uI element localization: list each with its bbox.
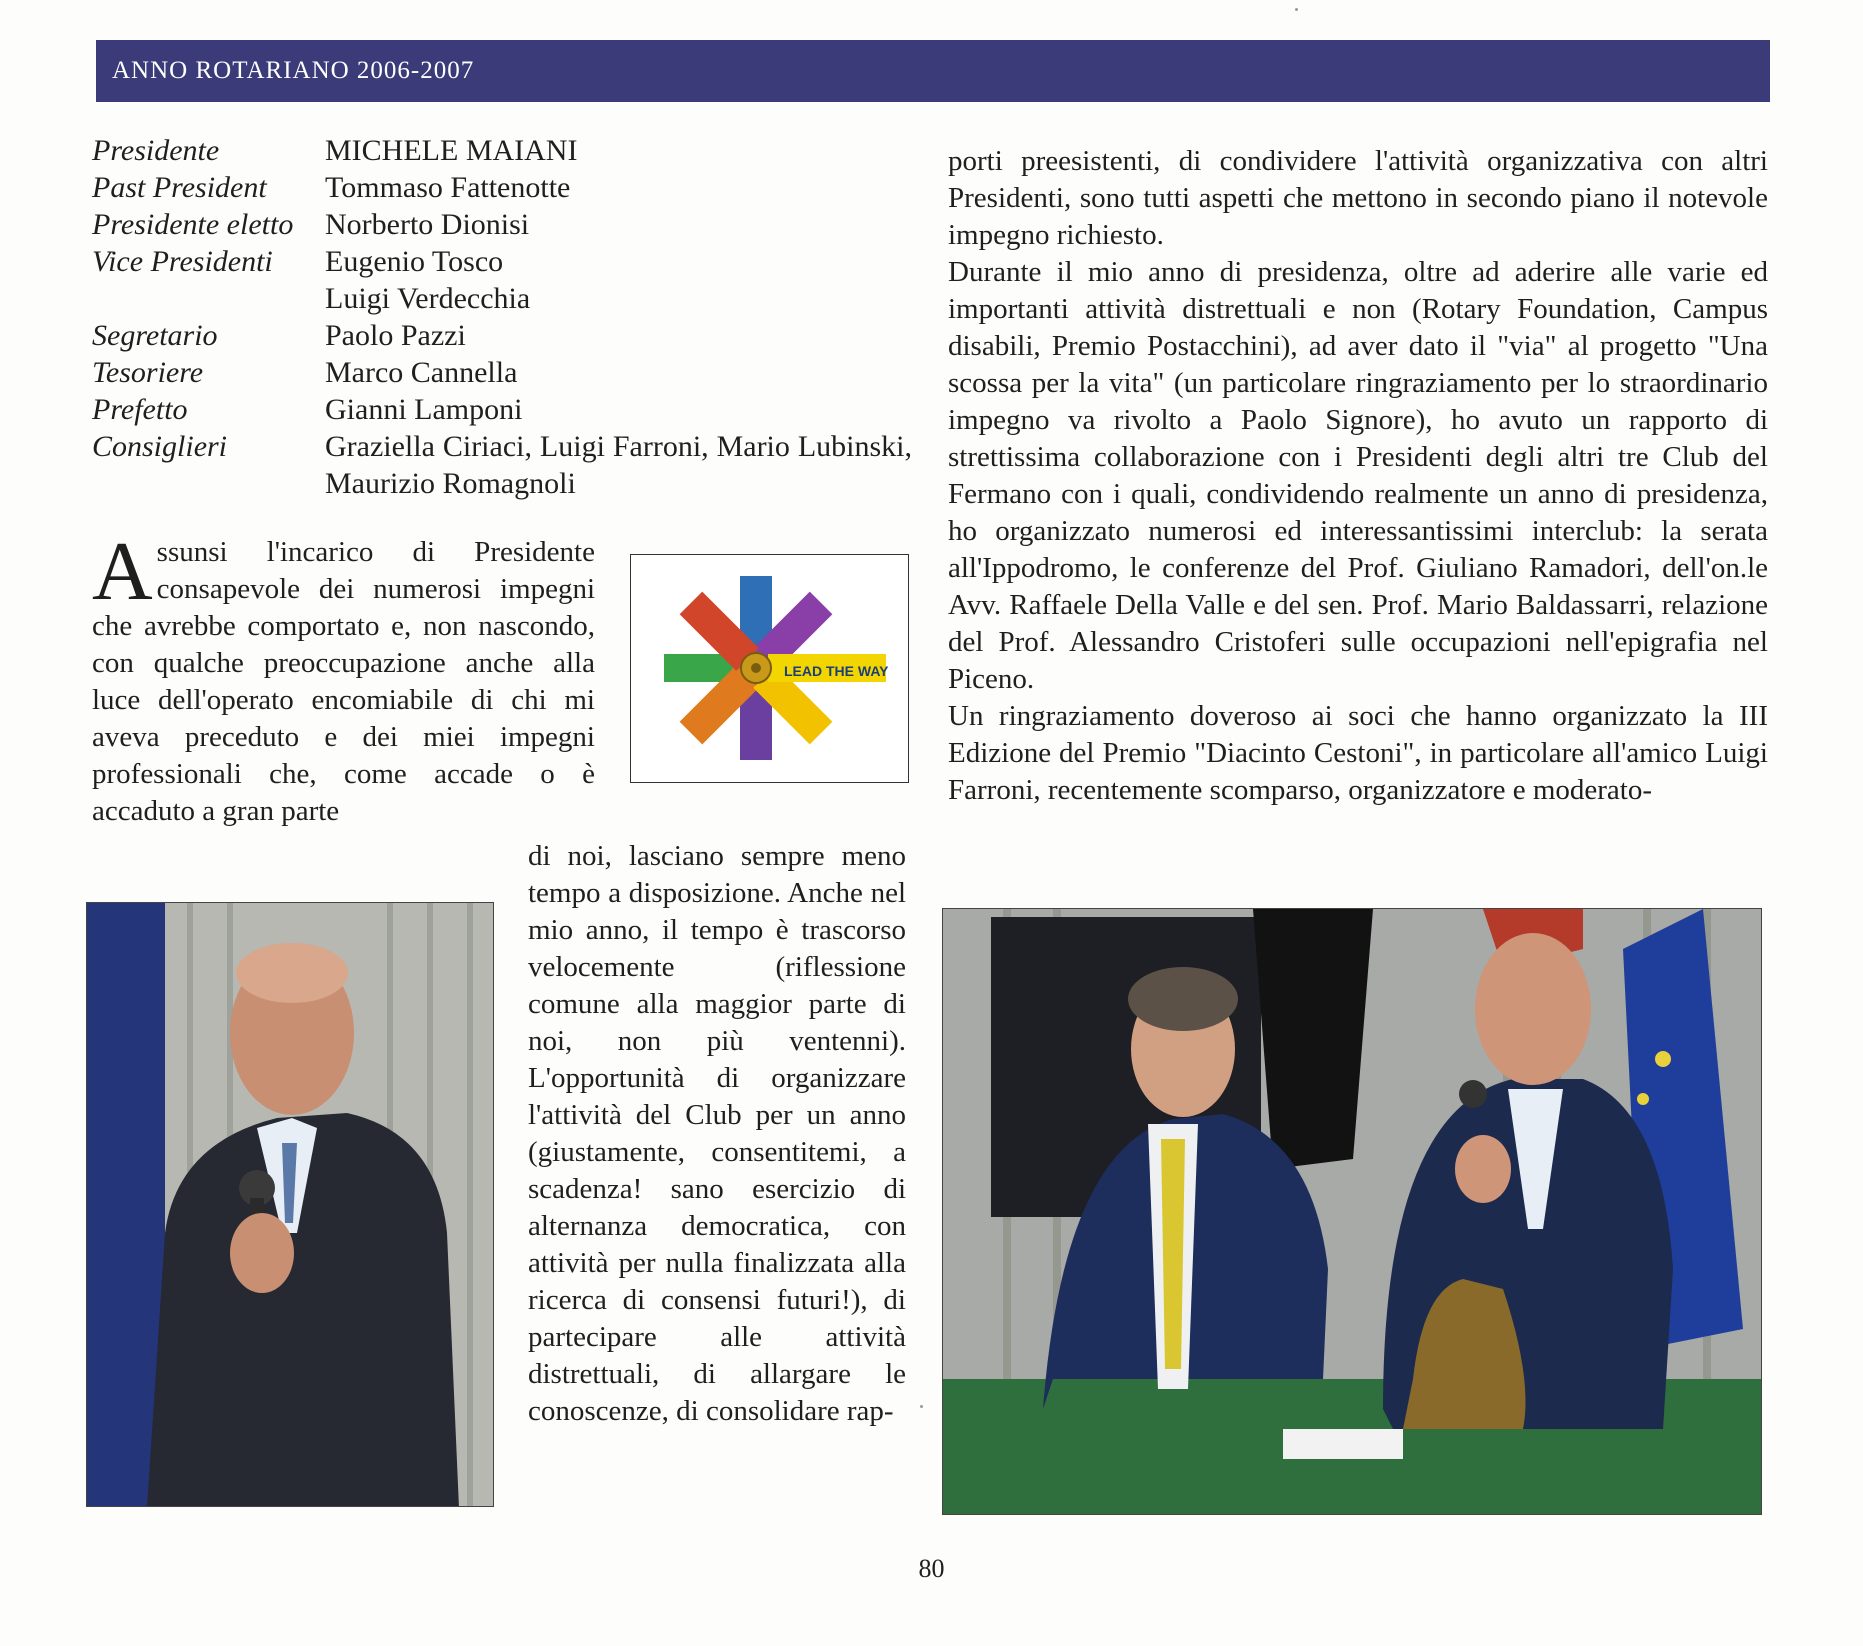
officer-names: Paolo Pazzi xyxy=(325,319,466,352)
officers-list xyxy=(92,132,912,502)
officer-names: Gianni Lamponi xyxy=(325,393,523,426)
officer-row xyxy=(92,354,912,391)
officer-row xyxy=(92,169,912,206)
officer-role xyxy=(92,280,325,317)
officer-row xyxy=(92,243,912,280)
officer-role: Prefetto xyxy=(92,393,188,426)
officer-role: Tesoriere xyxy=(92,356,204,389)
photo-two-men-at-podium xyxy=(942,908,1762,1515)
officer-role: Presidente eletto xyxy=(92,208,294,241)
scan-speck xyxy=(920,1405,923,1408)
page-number: 80 xyxy=(918,1554,945,1583)
photo-speaker-portrait xyxy=(86,902,494,1507)
logo-text: LEAD THE WAY xyxy=(784,663,889,679)
lead-the-way-logo xyxy=(630,554,909,783)
officer-role: Vice Presidenti xyxy=(92,245,273,278)
officer-row xyxy=(92,428,912,502)
officer-names: MICHELE MAIANI xyxy=(325,134,578,167)
right-column-text xyxy=(948,143,1768,809)
section-header-bar xyxy=(96,40,1770,102)
paragraph: Un ringraziamento doveroso ai soci che hanno organizzato la III Edizione del Premio "Diacinto Cestoni", in particolare all'amico Luigi Farroni, recentemente scomparso, organizzatore e moderato- xyxy=(948,700,1768,806)
officer-names: Graziella Ciriaci, Luigi Farroni, Mario Lubinski, Maurizio Romagnoli xyxy=(325,430,912,500)
intro-paragraph xyxy=(92,525,595,830)
officer-names: Marco Cannella xyxy=(325,356,518,389)
officer-row xyxy=(92,132,912,169)
officer-row xyxy=(92,206,912,243)
drop-cap: A xyxy=(92,525,153,618)
middle-column-text: di noi, lasciano sempre meno tempo a disposizione. Anche nel mio anno, il tempo è trascorso velocemente (riflessione comune alla maggior parte di noi, non più ventenni). L'opportunità di organizzare l'attività del Club per un anno (giustamente, consentitemi, a scadenza! sano esercizio di alternanza democratica, con attività per nulla finalizzata alla ricerca di consensi futuri!), di partecipare alle attività distrettuali, di allargare le conoscenze, di consolidare rap- xyxy=(528,840,906,1427)
paragraph: Durante il mio anno di presidenza, oltre ad aderire alle varie ed importanti attività distrettuali e non (Rotary Foundation, Campus disabili, Premio Postacchini), ad aver dato il "via" al progetto "Una scossa per la vita" (un particolare ringraziamento per lo straordinario impegno va rivolto a Paolo Signore), ho avuto un rapporto di strettissima collaborazione con i Presidenti degli altri tre Club del Fermano con i quali, condividendo realmente un anno di presidenza, ho organizzato numerosi ed interessantissimi interclub: la serata all'Ippodromo, le conferenze del Prof. Giuliano Ramadori, dell'on.le Avv. Raffaele Della Valle e del sen. Prof. Mario Baldassarri, relazione del Prof. Alessandro Cristoferi sulle occupazioni nell'epigrafia nel Piceno. xyxy=(948,256,1768,695)
officer-role: Segretario xyxy=(92,319,218,352)
officer-names: Norberto Dionisi xyxy=(325,208,530,241)
section-header-title: ANNO ROTARIANO 2006-2007 xyxy=(112,57,475,84)
officer-role: Consiglieri xyxy=(92,430,228,463)
rotary-star-icon xyxy=(631,555,907,781)
paragraph: porti preesistenti, di condividere l'attività organizzativa con altri Presidenti, sono tutti aspetti che mettono in secondo piano il notevole impegno richiesto. xyxy=(948,145,1768,251)
intro-text: ssunsi l'incarico di Presidente consapevole dei numerosi impegni che avrebbe comportato e, non nascondo, con qualche preoccupazione anche alla luce dell'operato encomiabile di chi mi aveva preceduto e dei miei impegni professionali che, come accade o è accaduto a gran parte xyxy=(92,536,595,827)
officer-names: Eugenio Tosco xyxy=(325,245,504,278)
officer-names: Luigi Verdecchia xyxy=(325,282,531,315)
officer-names: Tommaso Fattenotte xyxy=(325,171,571,204)
officer-role: Past President xyxy=(92,171,267,204)
officer-row xyxy=(92,280,912,317)
officer-row xyxy=(92,317,912,354)
officer-role: Presidente xyxy=(92,134,220,167)
officer-row xyxy=(92,391,912,428)
scan-speck xyxy=(1295,8,1298,11)
